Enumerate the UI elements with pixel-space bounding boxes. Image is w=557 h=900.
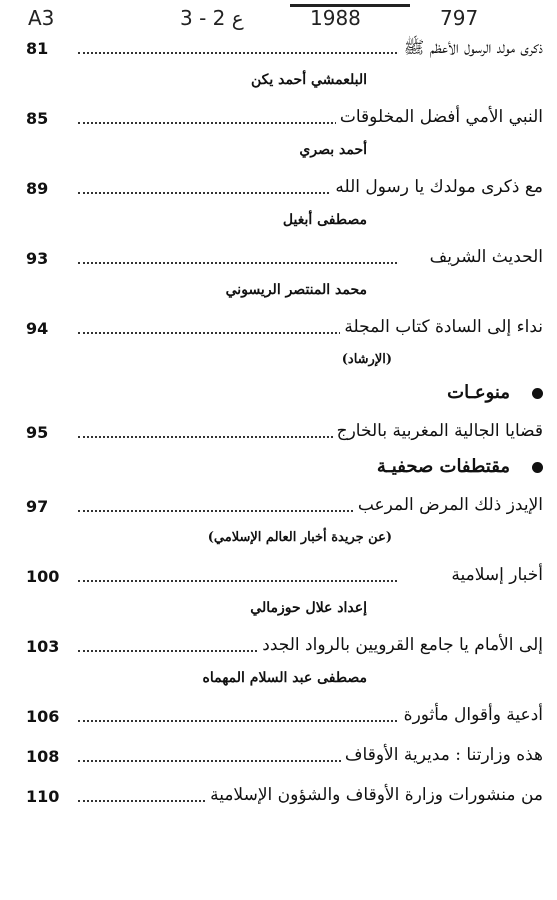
entry-author: محمد المنتصر الريسوني [225,282,367,298]
entry-page-number: 100 [26,567,60,586]
toc-entry [0,416,557,456]
section-heading [0,382,557,416]
header-year: 1988 [310,6,361,30]
toc-entry [0,630,557,670]
toc-entry [0,780,557,820]
entry-title: مع ذكرى مولدك يا رسول الله [331,177,543,197]
dot-leader [78,510,397,512]
entry-author: مصطفى عبد السلام المهماه [202,670,367,686]
entry-title: النبي الأمي أفضل المخلوقات [336,107,543,127]
entry-author: مصطفى أبغيل [282,212,367,228]
entry-title: ذكرى مولد الرسول الأعظم ﷺ [400,37,543,62]
header-code: A3 [28,6,55,30]
entry-source: (عن جريدة أخبار العالم الإسلامي) [207,530,392,545]
section-heading [0,456,557,490]
toc-entry [0,740,557,780]
bullet-icon [532,462,543,473]
toc-entry [0,700,557,740]
entry-page-number: 89 [26,179,49,198]
entry-title: قضايا الجالية المغربية بالخارج [333,421,543,441]
entry-page-number: 108 [26,747,60,766]
entry-author: أحمد بصري [299,142,367,158]
entry-author: البلعمشي أحمد يكن [250,72,367,88]
section-title: منوعـات [447,382,510,403]
entry-page-number: 81 [26,39,49,58]
toc-entry [0,560,557,600]
entry-page-number: 103 [26,637,60,656]
toc-entry [0,242,557,282]
entry-page-number: 97 [26,497,49,516]
bullet-icon [532,388,543,399]
toc-entry [0,102,557,142]
entry-title: إلى الأمام يا جامع القرويين بالرواد الجدد [258,635,543,655]
page-header [0,4,557,34]
toc-entry [0,32,557,72]
header-volume: 3 - 2 ع [180,6,244,30]
entry-title: أخبار إسلامية [447,565,543,585]
entry-page-number: 106 [26,707,60,726]
dot-leader [78,580,397,582]
header-page: 797 [440,6,479,30]
table-of-contents [0,32,557,820]
toc-entry [0,172,557,212]
entry-author: إعداد علال حوزمالي [250,600,367,616]
entry-page-number: 95 [26,423,49,442]
entry-title: نداء إلى السادة كتاب المجلة [340,317,543,337]
entry-page-number: 94 [26,319,49,338]
entry-title: هذه وزارتنا : مديرية الأوقاف [341,745,543,765]
section-title: مقتطفات صحفيـة [376,456,510,477]
entry-page-number: 110 [26,787,60,806]
entry-page-number: 93 [26,249,49,268]
dot-leader [78,262,397,264]
toc-entry [0,312,557,352]
entry-page-number: 85 [26,109,49,128]
entry-title: الإيدز ذلك المرض المرعب [354,495,543,515]
entry-title: من منشورات وزارة الأوقاف والشؤون الإسلامية [206,785,543,805]
entry-title: أدعية وأقوال مأثورة [400,705,543,725]
entry-title: الحديث الشريف [426,247,543,267]
entry-source: (الإرشاد) [341,352,392,367]
toc-entry [0,490,557,530]
dot-leader [78,52,397,54]
dot-leader [78,720,397,722]
